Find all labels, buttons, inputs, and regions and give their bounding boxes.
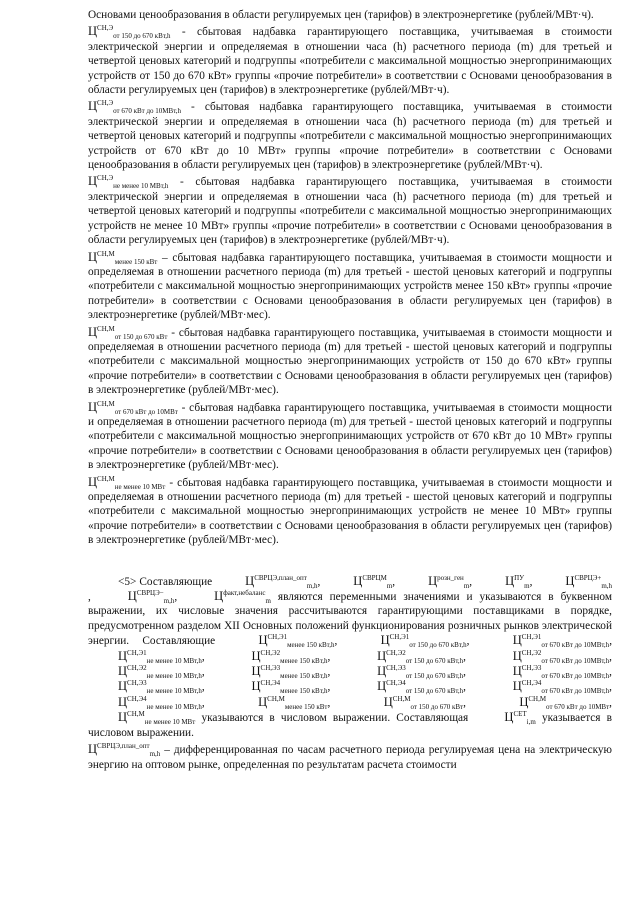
definition-symbol: $Ц^{СН,Э}_{не менее 10 МВт,h}$ (88, 174, 169, 191)
markup-symbol: $Ц^{СН,Э4}_{менее 150 кВт,h}$ (251, 679, 328, 696)
definition-text: – сбытовая надбавка гарантирующего поставщика, учитываемая в стоимости мощности и определяемая в отношении расчетного периода (m) для третьей - шестой ценовых категорий и подгруппы «потребители с максимальной мощностью энергопринимающих устройств менее 150 кВт» группы «прочие потребители» в соответствии с Основами ценообразования в области регулируемых цен (тарифов) в электроэнергетике (рублей/МВт·мес). (88, 251, 612, 322)
definition-text: - сбытовая надбавка гарантирующего поставщика, учитываемая в стоимости мощности и определяемая в отношении расчетного периода (m) для третьей - шестой ценовых категорий и подгруппы «потребители с максимальной мощностью энергопринимающих устройств от 150 до 670 кВт» группы «прочие потребители» в соответствии с Основами ценообразования в области регулируемых цен (тарифов) в электроэнергетике (рублей/МВт·мес). (88, 326, 612, 397)
markup-symbol: $Ц^{СН,Э4}_{от 150 до 670 кВт,h}$ (377, 679, 464, 696)
definition-paragraph (88, 250, 612, 323)
variable-symbol: $Ц^{ПУ}_m$ (505, 573, 530, 590)
markup-symbol: $Ц^{СН,Э2}_{менее 150 кВт,h}$ (251, 648, 328, 665)
markup-symbol: $Ц^{СН,Э3}_{менее 150 кВт,h}$ (251, 664, 328, 681)
network-symbol: $Ц^{СЕТ}_{i,m}$ (504, 710, 536, 727)
definition-text: - сбытовая надбавка гарантирующего поставщика, учитываемая в стоимости мощности и определяемая в отношении расчетного периода (m) для третьей - шестой ценовых категорий и подгруппы «потребители с максимальной мощностью энергопринимающих устройств от 670 кВт до 10 МВт» группы «прочие потребители» в соответствии с Основами ценообразования в области регулируемых цен (тарифов) в электроэнергетике (рублей/МВт·мес). (88, 401, 612, 472)
markup-symbol: $Ц^{СН,Э2}_{от 150 до 670 кВт,h}$ (377, 648, 464, 665)
footnote-text: являются переменными значениями и указываются в буквенном выражении, их числовые значения рассчитываются гарантирующими поставщиками в порядке, предусмотренном разделом XII Основных положений функционирования розничных рынков электрической энергии. Составляющие (88, 591, 612, 648)
definition-paragraph (88, 24, 612, 97)
variable-symbol: $Ц^{розн\_ген}_m$ (428, 573, 470, 590)
variable-symbol: $Ц^{СВРЦМ}_m$ (353, 573, 393, 590)
definition-text: - сбытовая надбавка гарантирующего поставщика, учитываемая в стоимости электрической энергии и определяемая в отношении часа (h) расчетного периода (m) для третьей и четвертой ценовых категорий и подгруппы «потребители с максимальной мощностью энергопринимающих устройств от 670 кВт до 10 МВт» группы «прочие потребители» в соответствии с Основами ценообразования в области регулируемых цен (тарифов) в электроэнергетике (рублей/МВт·ч). (88, 101, 612, 172)
document-page (88, 8, 612, 772)
footnote-5: <5> Составляющие $Ц^{СВРЦЭ,план\_опт}_{m,h}$, $Ц^{СВРЦМ}_m$, $Ц^{розн\_ген}_m$, $Ц^{ПУ}_m$, $Ц^{СВРЦЭ+}_{m,h}$, $Ц^{СВРЦЭ-}_{m,h}$, $Ц^{факт,небаланс}_m$ являются переменными значениями и указываются в буквенном выражении, их числовые значения рассчитываются гарантирующими поставщиками в порядке, предусмотренном разделом XII Основных положений функционирования розничных рынков электрической энергии. Составляющие $Ц^{СН,Э1}_{менее 150 кВт,h}$, $Ц^{СН,Э1}_{от 150 до 670 кВт,h}$, $Ц^{СН,Э1}_{от 670 кВт до 10МВт,h}$, $Ц^{СН,Э1}_{не менее 10 МВт,h}$, $Ц^{СН,Э2}_{менее 150 кВт,h}$, $Ц^{СН,Э2}_{от 150 до 670 кВт,h}$, $Ц^{СН,Э2}_{от 670 кВт до 10МВт,h}$, $Ц^{СН,Э2}_{не менее 10 МВт,h}$, $Ц^{СН,Э3}_{менее 150 кВт,h}$, $Ц^{СН,Э3}_{от 150 до 670 кВт,h}$, $Ц^{СН,Э3}_{от 670 кВт до 10МВт,h}$, $Ц^{СН,Э3}_{не менее 10 МВт,h}$, $Ц^{СН,Э4}_{менее 150 кВт,h}$, $Ц^{СН,Э4}_{от 150 до 670 кВт,h}$, $Ц^{СН,Э4}_{от 670 кВт до 10МВт,h}$, $Ц^{СН,Э4}_{не менее 10 МВт,h}$, $Ц^{СН,М}_{менее 150 кВт}$, $Ц^{СН,М}_{от 150 до 670 кВт}$, $Ц^{СН,М}_{от 670 кВт до 10МВт}$, $Ц^{СН,М}_{не менее 10 МВт}$ указываются в числовом выражении. Составляющая $Ц^{СЕТ}_{i,m}$ указывается в числовом выражении. (88, 573, 613, 739)
definition-text: - сбытовая надбавка гарантирующего поставщика, учитываемая в стоимости электрической энергии и определяемая в отношении часа (h) расчетного периода (m) для третьей и четвертой ценовых категорий и подгруппы «потребители с максимальной мощностью энергопринимающих устройств от 150 до 670 кВт» группы «прочие потребители» в соответствии с Основами ценообразования в области регулируемых цен (тарифов) в электроэнергетике (рублей/МВт·ч). (88, 26, 612, 97)
footnote-text: указывается в числовом выражении. (88, 712, 612, 739)
markup-symbol: $Ц^{СН,Э4}_{не менее 10 МВт,h}$ (118, 694, 202, 711)
markup-symbol: $Ц^{СН,Э2}_{не менее 10 МВт,h}$ (118, 664, 202, 681)
definition-text: Основами ценообразования в области регулируемых цен (тарифов) в электроэнергетике (рублей/МВт·ч). (88, 9, 594, 21)
markup-symbol: $Ц^{СН,Э3}_{от 670 кВт до 10МВт,h}$ (512, 664, 610, 681)
definition-paragraph (88, 8, 612, 22)
definition-text: - сбытовая надбавка гарантирующего поставщика, учитываемая в стоимости электрической энергии и определяемая в отношении часа (h) расчетного периода (m) для третьей и четвертой ценовых категорий и подгруппы «потребители с максимальной мощностью энергопринимающих устройств не менее 10 МВт» группы «прочие потребители» в соответствии с Основами ценообразования в области регулируемых цен (тарифов) в электроэнергетике (рублей/МВт·ч). (88, 176, 612, 247)
footnote-lead: <5> Составляющие (118, 575, 213, 588)
variable-symbol: $Ц^{факт,небаланс}_m$ (214, 589, 271, 606)
variable-symbol: $Ц^{СВРЦЭ,план\_опт}_{m,h}$ (245, 573, 318, 590)
variable-symbol: $Ц^{СВРЦЭ-}_{m,h}$ (127, 589, 175, 606)
definition-paragraph (88, 400, 612, 473)
markup-symbol: $Ц^{СН,Э4}_{от 670 кВт до 10МВт,h}$ (512, 679, 610, 696)
definition-symbol: $Ц^{СН,М}_{менее 150 кВт}$ (88, 249, 158, 266)
markup-symbol: $Ц^{СН,Э1}_{от 670 кВт до 10МВт,h}$ (512, 633, 610, 650)
price-symbol: $Ц^{СВРЦЭ,план\_опт}_{m,h}$ (88, 742, 161, 759)
definition-symbol: $Ц^{СН,Э}_{от 150 до 670 кВт,h}$ (88, 24, 171, 41)
definition-symbol: $Ц^{СН,М}_{от 670 кВт до 10МВт}$ (88, 399, 178, 416)
markup-symbol: $Ц^{СН,М}_{от 670 кВт до 10МВт}$ (519, 694, 610, 711)
markup-symbol: $Ц^{СН,М}_{от 150 до 670 кВт}$ (383, 694, 464, 711)
definition-symbol: $Ц^{СН,М}_{от 150 до 670 кВт}$ (88, 324, 168, 341)
markup-symbol: $Ц^{СН,Э2}_{от 670 кВт до 10МВт,h}$ (512, 648, 610, 665)
markup-symbol: $Ц^{СН,Э1}_{не менее 10 МВт,h}$ (118, 648, 202, 665)
definition-paragraph (88, 475, 612, 548)
markup-symbol: $Ц^{СН,Э3}_{от 150 до 670 кВт,h}$ (377, 664, 464, 681)
markup-symbol: $Ц^{СН,Э1}_{менее 150 кВт,h}$ (258, 633, 335, 650)
markup-symbol: $Ц^{СН,Э1}_{от 150 до 670 кВт,h}$ (380, 633, 467, 650)
definition-text: – дифференцированная по часам расчетного периода регулируемая цена на электрическую энергию на оптовом рынке, определенная по результатам расчета стоимости (88, 744, 612, 771)
markup-symbol: $Ц^{СН,Э3}_{не менее 10 МВт,h}$ (118, 679, 202, 696)
definition-paragraph (88, 174, 612, 247)
last-definition-paragraph (88, 742, 612, 772)
definition-symbol: $Ц^{СН,М}_{не менее 10 МВт}$ (88, 474, 166, 491)
definition-paragraph (88, 99, 612, 172)
definition-symbol: $Ц^{СН,Э}_{от 670 кВт до 10МВт,h}$ (88, 99, 181, 116)
variable-symbol: $Ц^{СВРЦЭ+}_{m,h}$ (565, 573, 613, 590)
definition-paragraph (88, 325, 612, 398)
footnote-text: указываются в числовом выражении. Составляющая (195, 712, 469, 725)
definition-text: - сбытовая надбавка гарантирующего поставщика, учитываемая в стоимости мощности и определяемая в отношении расчетного периода (m) для третьей - шестой ценовых категорий и подгруппы «потребители с максимальной мощностью энергопринимающих устройств не менее 10 МВт» группы «прочие потребители» в соответствии с Основами ценообразования в области регулируемых цен (тарифов) в электроэнергетике (рублей/МВт·мес). (88, 476, 612, 547)
markup-symbol: $Ц^{СН,М}_{менее 150 кВт}$ (258, 694, 328, 711)
markup-symbol: $Ц^{СН,М}_{не менее 10 МВт}$ (118, 710, 196, 727)
